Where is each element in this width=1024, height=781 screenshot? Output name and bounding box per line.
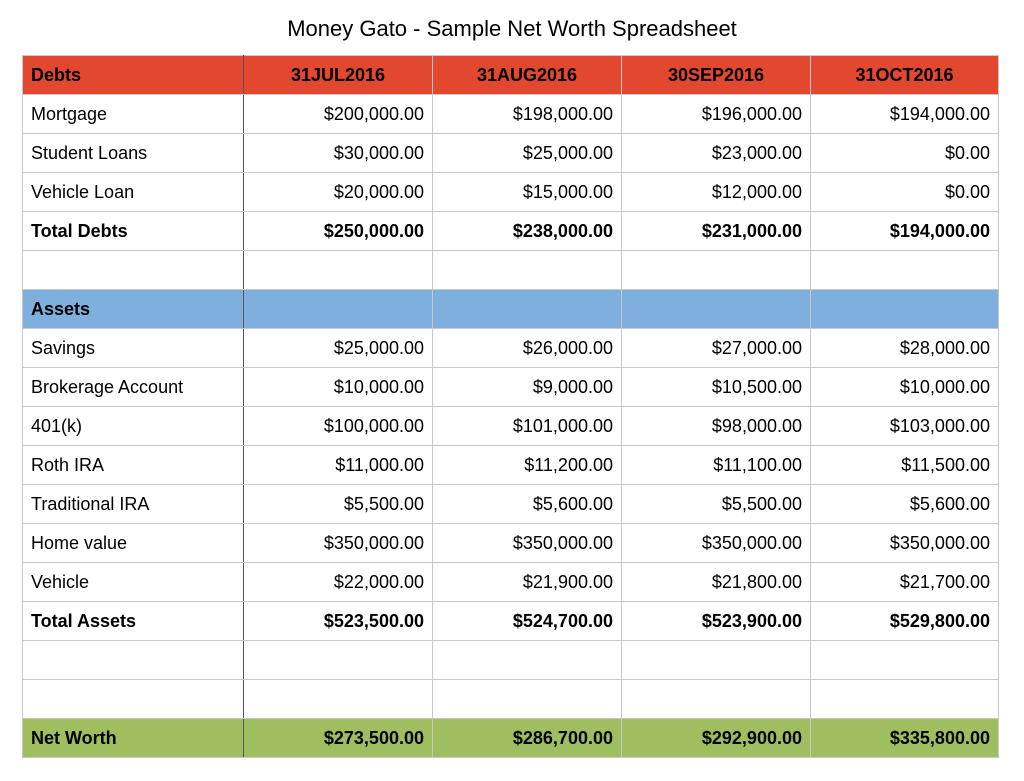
assets-header-row (23, 290, 999, 329)
cell-value[interactable]: $25,000.00 (433, 134, 622, 173)
cell-value[interactable]: $350,000.00 (433, 524, 622, 563)
total-debts-row (23, 212, 999, 251)
cell-value[interactable]: $20,000.00 (244, 173, 433, 212)
cell-value[interactable]: $523,900.00 (622, 602, 811, 641)
debts-header-row (23, 56, 999, 95)
net-worth-row (23, 719, 999, 758)
cell-value[interactable]: $523,500.00 (244, 602, 433, 641)
row-label[interactable]: Total Debts (23, 212, 244, 251)
cell-value[interactable]: $0.00 (811, 134, 999, 173)
table-row (23, 95, 999, 134)
cell-value[interactable]: $100,000.00 (244, 407, 433, 446)
cell-value[interactable]: $273,500.00 (244, 719, 433, 758)
assets-header-label[interactable]: Assets (23, 290, 244, 329)
empty-cell[interactable] (811, 680, 999, 719)
table-row (23, 368, 999, 407)
cell-value[interactable]: $524,700.00 (433, 602, 622, 641)
row-label[interactable]: 401(k) (23, 407, 244, 446)
empty-cell[interactable] (433, 251, 622, 290)
cell-value[interactable]: $9,000.00 (433, 368, 622, 407)
empty-cell[interactable] (433, 680, 622, 719)
cell-value[interactable]: $5,500.00 (244, 485, 433, 524)
cell-value[interactable]: $11,200.00 (433, 446, 622, 485)
row-label[interactable]: Net Worth (23, 719, 244, 758)
table-row (23, 524, 999, 563)
empty-cell[interactable] (811, 641, 999, 680)
column-header[interactable]: 31AUG2016 (433, 56, 622, 95)
cell-value[interactable]: $23,000.00 (622, 134, 811, 173)
column-header[interactable]: 31OCT2016 (811, 56, 999, 95)
empty-cell[interactable] (433, 641, 622, 680)
cell-value[interactable]: $21,800.00 (622, 563, 811, 602)
row-label[interactable]: Vehicle (23, 563, 244, 602)
cell-value[interactable]: $5,600.00 (811, 485, 999, 524)
column-header[interactable]: 30SEP2016 (622, 56, 811, 95)
empty-cell[interactable] (622, 680, 811, 719)
cell-value[interactable]: $292,900.00 (622, 719, 811, 758)
cell-value[interactable]: $30,000.00 (244, 134, 433, 173)
table-row (23, 134, 999, 173)
empty-cell[interactable] (23, 641, 244, 680)
column-header[interactable]: 31JUL2016 (244, 56, 433, 95)
row-label[interactable]: Student Loans (23, 134, 244, 173)
cell-value[interactable]: $350,000.00 (811, 524, 999, 563)
empty-cell[interactable] (244, 680, 433, 719)
row-label[interactable]: Savings (23, 329, 244, 368)
empty-row (23, 641, 999, 680)
empty-cell[interactable] (622, 641, 811, 680)
empty-cell[interactable] (23, 251, 244, 290)
cell-value[interactable]: $28,000.00 (811, 329, 999, 368)
empty-cell[interactable] (244, 251, 433, 290)
empty-cell[interactable] (244, 290, 433, 329)
cell-value[interactable]: $25,000.00 (244, 329, 433, 368)
cell-value[interactable]: $11,000.00 (244, 446, 433, 485)
cell-value[interactable]: $21,900.00 (433, 563, 622, 602)
cell-value[interactable]: $238,000.00 (433, 212, 622, 251)
cell-value[interactable]: $10,500.00 (622, 368, 811, 407)
cell-value[interactable]: $26,000.00 (433, 329, 622, 368)
empty-cell[interactable] (811, 251, 999, 290)
total-assets-row (23, 602, 999, 641)
cell-value[interactable]: $200,000.00 (244, 95, 433, 134)
cell-value[interactable]: $10,000.00 (244, 368, 433, 407)
cell-value[interactable]: $11,500.00 (811, 446, 999, 485)
table-row (23, 446, 999, 485)
row-label[interactable]: Home value (23, 524, 244, 563)
cell-value[interactable]: $103,000.00 (811, 407, 999, 446)
cell-value[interactable]: $250,000.00 (244, 212, 433, 251)
table-row (23, 563, 999, 602)
cell-value[interactable]: $98,000.00 (622, 407, 811, 446)
cell-value[interactable]: $196,000.00 (622, 95, 811, 134)
cell-value[interactable]: $529,800.00 (811, 602, 999, 641)
cell-value[interactable]: $5,500.00 (622, 485, 811, 524)
table-row (23, 485, 999, 524)
table-row (23, 407, 999, 446)
net-worth-table (22, 55, 999, 758)
cell-value[interactable]: $5,600.00 (433, 485, 622, 524)
cell-value[interactable]: $231,000.00 (622, 212, 811, 251)
cell-value[interactable]: $12,000.00 (622, 173, 811, 212)
cell-value[interactable]: $101,000.00 (433, 407, 622, 446)
page-title: Money Gato - Sample Net Worth Spreadsheet (287, 16, 737, 41)
cell-value[interactable]: $0.00 (811, 173, 999, 212)
row-label[interactable]: Roth IRA (23, 446, 244, 485)
row-label[interactable]: Vehicle Loan (23, 173, 244, 212)
empty-cell[interactable] (622, 290, 811, 329)
empty-cell[interactable] (23, 680, 244, 719)
row-label[interactable]: Total Assets (23, 602, 244, 641)
cell-value[interactable]: $194,000.00 (811, 212, 999, 251)
cell-value[interactable]: $22,000.00 (244, 563, 433, 602)
empty-cell[interactable] (811, 290, 999, 329)
empty-cell[interactable] (244, 641, 433, 680)
table-row (23, 173, 999, 212)
row-label[interactable]: Traditional IRA (23, 485, 244, 524)
cell-value[interactable]: $21,700.00 (811, 563, 999, 602)
row-label[interactable]: Brokerage Account (23, 368, 244, 407)
cell-value[interactable]: $10,000.00 (811, 368, 999, 407)
cell-value[interactable]: $350,000.00 (622, 524, 811, 563)
cell-value[interactable]: $194,000.00 (811, 95, 999, 134)
empty-row (23, 251, 999, 290)
cell-value[interactable]: $350,000.00 (244, 524, 433, 563)
table-row (23, 329, 999, 368)
empty-cell[interactable] (622, 251, 811, 290)
empty-row (23, 680, 999, 719)
cell-value[interactable]: $11,100.00 (622, 446, 811, 485)
empty-cell[interactable] (433, 290, 622, 329)
cell-value[interactable]: $335,800.00 (811, 719, 999, 758)
cell-value[interactable]: $15,000.00 (433, 173, 622, 212)
cell-value[interactable]: $27,000.00 (622, 329, 811, 368)
cell-value[interactable]: $198,000.00 (433, 95, 622, 134)
row-label[interactable]: Mortgage (23, 95, 244, 134)
cell-value[interactable]: $286,700.00 (433, 719, 622, 758)
debts-header-label[interactable]: Debts (23, 56, 244, 95)
